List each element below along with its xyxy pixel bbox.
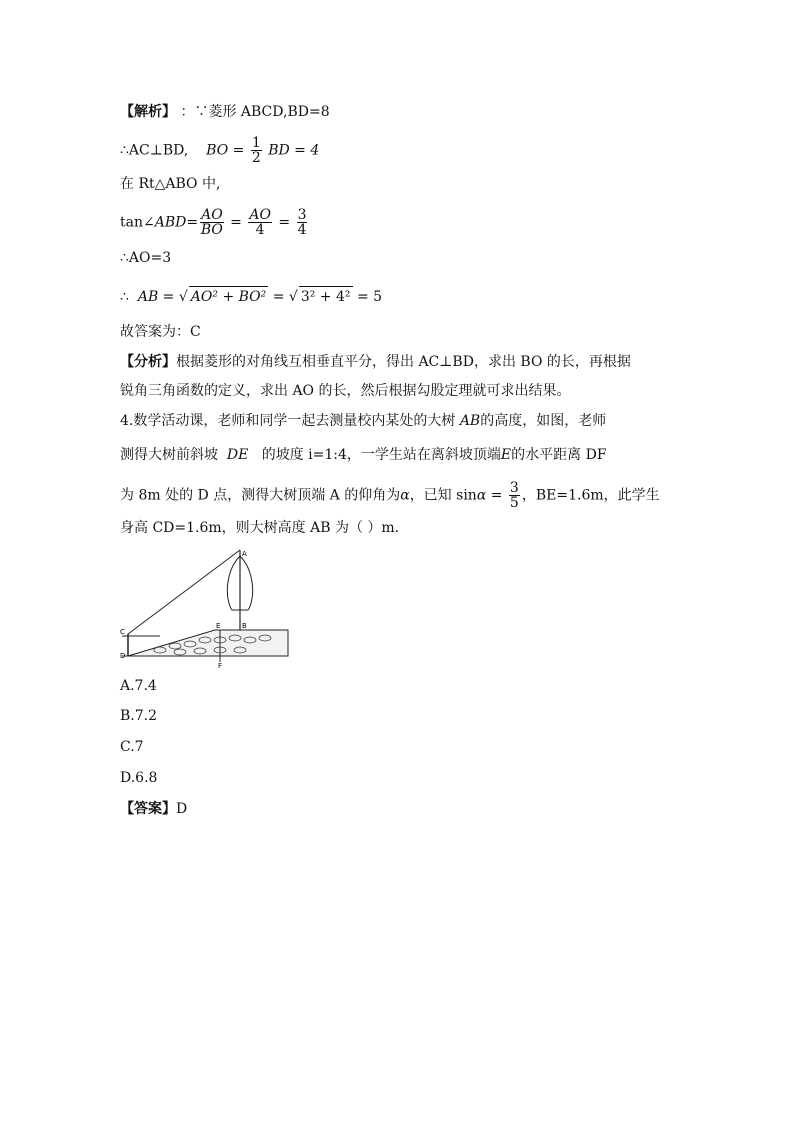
analysis-text-2: ∴AC⊥BD, bbox=[120, 142, 189, 159]
q4-line-3 bbox=[120, 481, 660, 510]
therefore: ∴ bbox=[120, 289, 129, 305]
frac3-num: 3 bbox=[297, 207, 307, 223]
sin-den: 5 bbox=[509, 495, 519, 511]
radicand-1: AO² + BO² bbox=[189, 286, 268, 307]
analysis-line-2 bbox=[120, 136, 319, 165]
analysis-line-3: 在 Rt△ABO 中, bbox=[120, 176, 221, 192]
frac1-den: BO bbox=[200, 222, 223, 238]
bo-rhs: BD = 4 bbox=[268, 142, 320, 159]
q4-line-1 bbox=[120, 411, 606, 431]
radicand-2: 3² + 4² bbox=[299, 286, 353, 307]
label-c: C bbox=[120, 628, 125, 636]
answer-line bbox=[120, 799, 187, 819]
frac3-den: 4 bbox=[297, 222, 307, 238]
frac2-den: 4 bbox=[255, 222, 265, 238]
analysis-line-4: tan∠ABD= $\frac{AO}{BO}$ = $\frac{AO}{4}$ = $\frac{3}{4}$ bbox=[120, 207, 307, 238]
frac-ao-4 bbox=[248, 208, 272, 237]
q4-text-1a: 4.数学活动课，老师和同学一起去测量校内某处的大树 bbox=[120, 413, 456, 429]
slope-tree-figure bbox=[120, 548, 290, 668]
half-num: 1 bbox=[251, 135, 261, 151]
angle-abd: ABD bbox=[154, 214, 187, 231]
fenxi-label: 【分析】 bbox=[120, 354, 176, 370]
q4-de: DE bbox=[226, 447, 249, 463]
q4-text-3c: ，已知 sin bbox=[409, 487, 477, 504]
frac-3-5 bbox=[509, 481, 520, 510]
q4-line-4: 身高 CD=1.6m，则大树高度 AB 为（ ）m. bbox=[120, 520, 400, 536]
label-b: B bbox=[242, 622, 247, 630]
option-c: C.7 bbox=[120, 739, 144, 755]
sin-num: 3 bbox=[509, 480, 519, 496]
half-den: 2 bbox=[251, 150, 261, 166]
q4-text-3e: ，BE=1.6m，此学生 bbox=[521, 487, 660, 504]
frac-ao-bo bbox=[200, 208, 224, 237]
q4-text-2a: 测得大树前斜坡 bbox=[120, 447, 218, 463]
tan-prefix: tan∠ bbox=[120, 214, 155, 231]
fenxi-line-1 bbox=[120, 352, 631, 372]
analysis-text-1: ：∵菱形 ABCD,BD=8 bbox=[180, 104, 330, 120]
label-f: F bbox=[218, 662, 223, 668]
analysis-line-6: ∴ AB = √ AO² + BO² = √ 3² + 4² = 5 bbox=[120, 286, 382, 307]
frac-3-4 bbox=[297, 208, 308, 237]
q4-text-1c: 的高度，如图，老师 bbox=[480, 413, 607, 429]
q4-alpha-eq: α = bbox=[476, 487, 503, 504]
fenxi-text-1: 根据菱形的对角线互相垂直平分，得出 AC⊥BD，求出 BO 的长，再根据 bbox=[176, 354, 631, 370]
fraction-half bbox=[251, 136, 262, 165]
label-d: D bbox=[120, 652, 126, 660]
q4-ab: AB bbox=[459, 413, 481, 429]
analysis-line-5: ∴AO=3 bbox=[120, 250, 172, 266]
label-a: A bbox=[242, 550, 247, 558]
ab-result: = 5 bbox=[356, 289, 383, 305]
q4-alpha: α bbox=[400, 487, 410, 504]
answer-value: D bbox=[176, 801, 188, 817]
q4-text-3a: 为 8m 处的 D 点，测得大树顶端 A 的仰角为 bbox=[120, 487, 401, 504]
ab-lhs: AB = bbox=[137, 289, 175, 305]
frac1-num: AO bbox=[201, 207, 223, 223]
analysis-line-1 bbox=[120, 102, 330, 122]
label-e: E bbox=[216, 622, 221, 630]
bo-lhs: BO = bbox=[206, 142, 245, 159]
analysis-line-7: 故答案为：C bbox=[120, 324, 201, 340]
q4-text-2c: 的坡度 i=1:4，一学生站在离斜坡顶端 bbox=[261, 447, 501, 463]
fenxi-line-2: 锐角三角函数的定义，求出 AO 的长，然后根据勾股定理就可求出结果。 bbox=[120, 383, 571, 399]
analysis-label: 【解析】 bbox=[120, 104, 176, 120]
option-a: A.7.4 bbox=[120, 678, 157, 694]
frac2-num: AO bbox=[249, 207, 271, 223]
option-b: B.7.2 bbox=[120, 708, 158, 724]
q4-line-2 bbox=[120, 445, 607, 465]
answer-label: 【答案】 bbox=[120, 801, 176, 817]
q4-text-2e: 的水平距离 DF bbox=[511, 447, 607, 463]
q4-e: E bbox=[500, 447, 512, 463]
sight-line bbox=[128, 550, 240, 634]
option-d: D.6.8 bbox=[120, 770, 158, 786]
